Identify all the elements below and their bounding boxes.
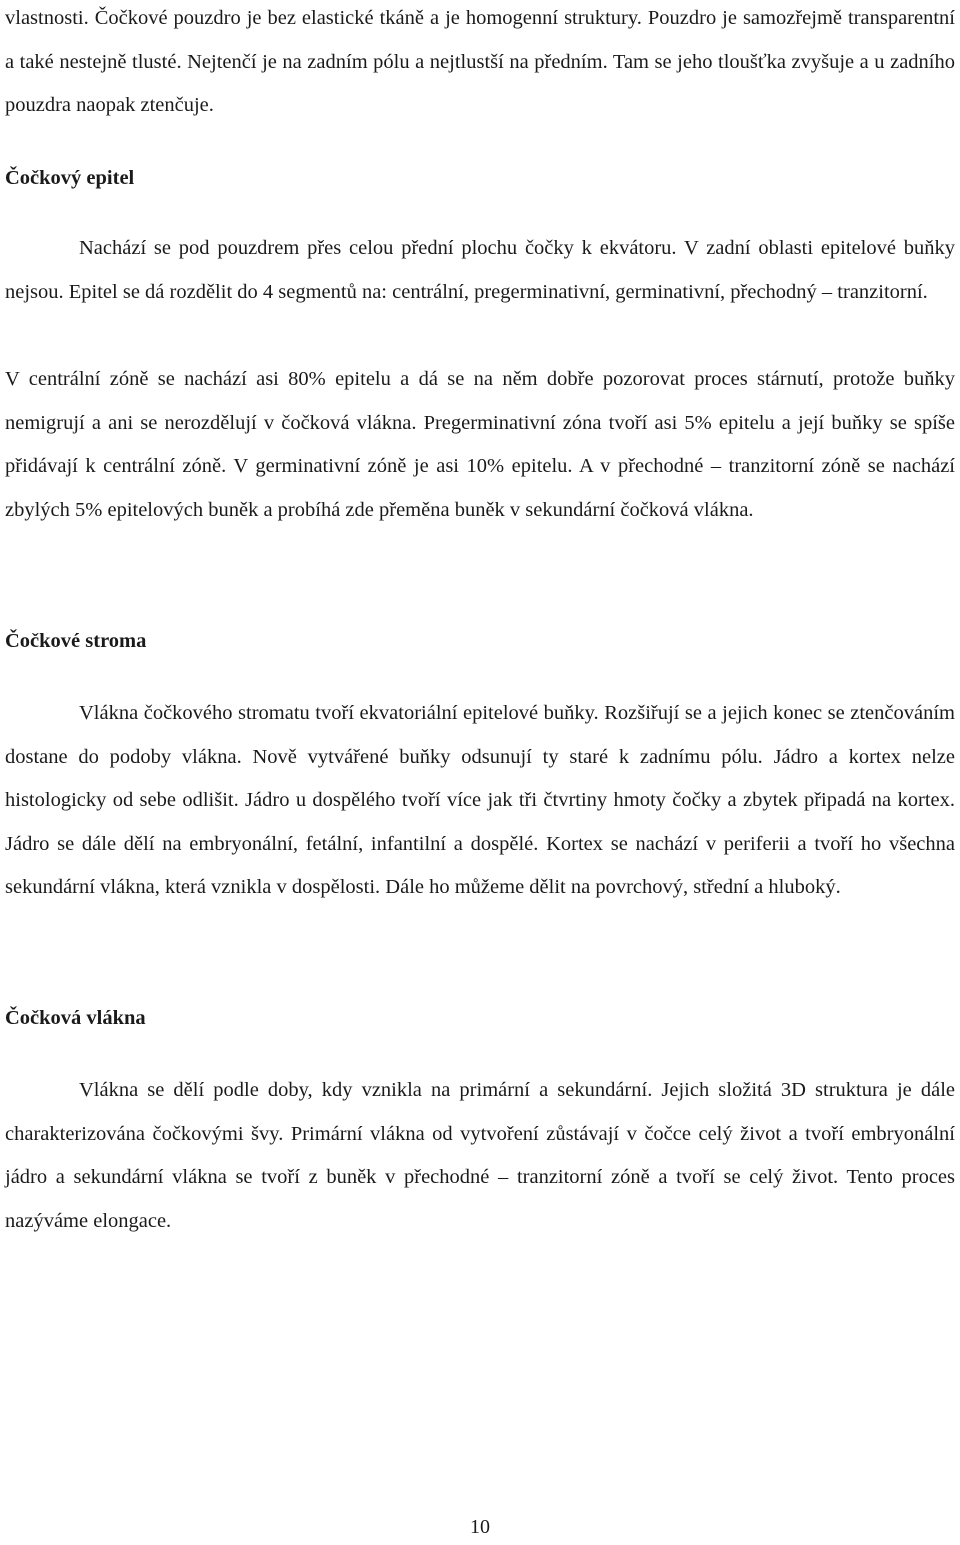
paragraph-stroma: Vlákna čočkového stromatu tvoří ekvatoriální epitelové buňky. Rozšiřují se a jejich konec se ztenčováním dostane do podoby vlákna. Nově vytvářené buňky odsunují ty staré k zadnímu pólu. Jádro a kortex nelze histologicky od sebe odlišit. Jádro u dospělého tvoří více jak tři čtvrtiny hmoty čočky a zbytek připadá na kortex. Jádro se dále dělí na embryonální, fetální, infantilní a dospělé. Kortex se nachází v periferii a tvoří ho všechna sekundární vlákna, která vznikla v dospělosti. Dále ho můžeme dělit na povrchový, střední a hluboký.: [5, 702, 955, 898]
heading-cockove-stroma: Čočkové stroma: [5, 630, 147, 652]
heading-cockova-vlakna: Čočková vlákna: [5, 1007, 146, 1029]
paragraph-vlakna: Vlákna se dělí podle doby, kdy vznikla na primární a sekundární. Jejich složitá 3D struktura je dále charakterizována čočkovými švy. Primární vlákna od vytvoření zůstávají v čočce celý život a tvoří embryonální jádro a sekundární vlákna se tvoří z buněk v přechodné – tranzitorní zóně a tvoří se celý život. Tento proces nazýváme elongace.: [5, 1079, 955, 1232]
paragraph-epitel-zones: V centrální zóně se nachází asi 80% epitelu a dá se na něm dobře pozorovat proces stárnutí, protože buňky nemigrují a ani se nerozdělují v čočková vlákna. Pregerminativní zóna tvoří asi 5% epitelu a její buňky se spíše přidávají k centrální zóně. V germinativní zóně je asi 10% epitelu. A v přechodné – tranzitorní zóně se nachází zbylých 5% epitelových buněk a probíhá zde přeměna buněk v sekundární čočková vlákna.: [5, 368, 955, 521]
page-number: 10: [470, 1516, 490, 1538]
paragraph-epitel-segments: Nachází se pod pouzdrem přes celou přední plochu čočky k ekvátoru. V zadní oblasti epitelové buňky nejsou. Epitel se dá rozdělit do 4 segmentů na: centrální, pregerminativní, germinativní, přechodný – tranzitorní.: [5, 237, 955, 303]
heading-cockovy-epitel: Čočkový epitel: [5, 167, 135, 189]
paragraph-intro-continuation: vlastnosti. Čočkové pouzdro je bez elastické tkáně a je homogenní struktury. Pouzdro je samozřejmě transparentní a také nestejně tlusté. Nejtenčí je na zadním pólu a nejtlustší na předním. Tam se jeho tloušťka zvyšuje a u zadního pouzdra naopak ztenčuje.: [5, 7, 955, 116]
